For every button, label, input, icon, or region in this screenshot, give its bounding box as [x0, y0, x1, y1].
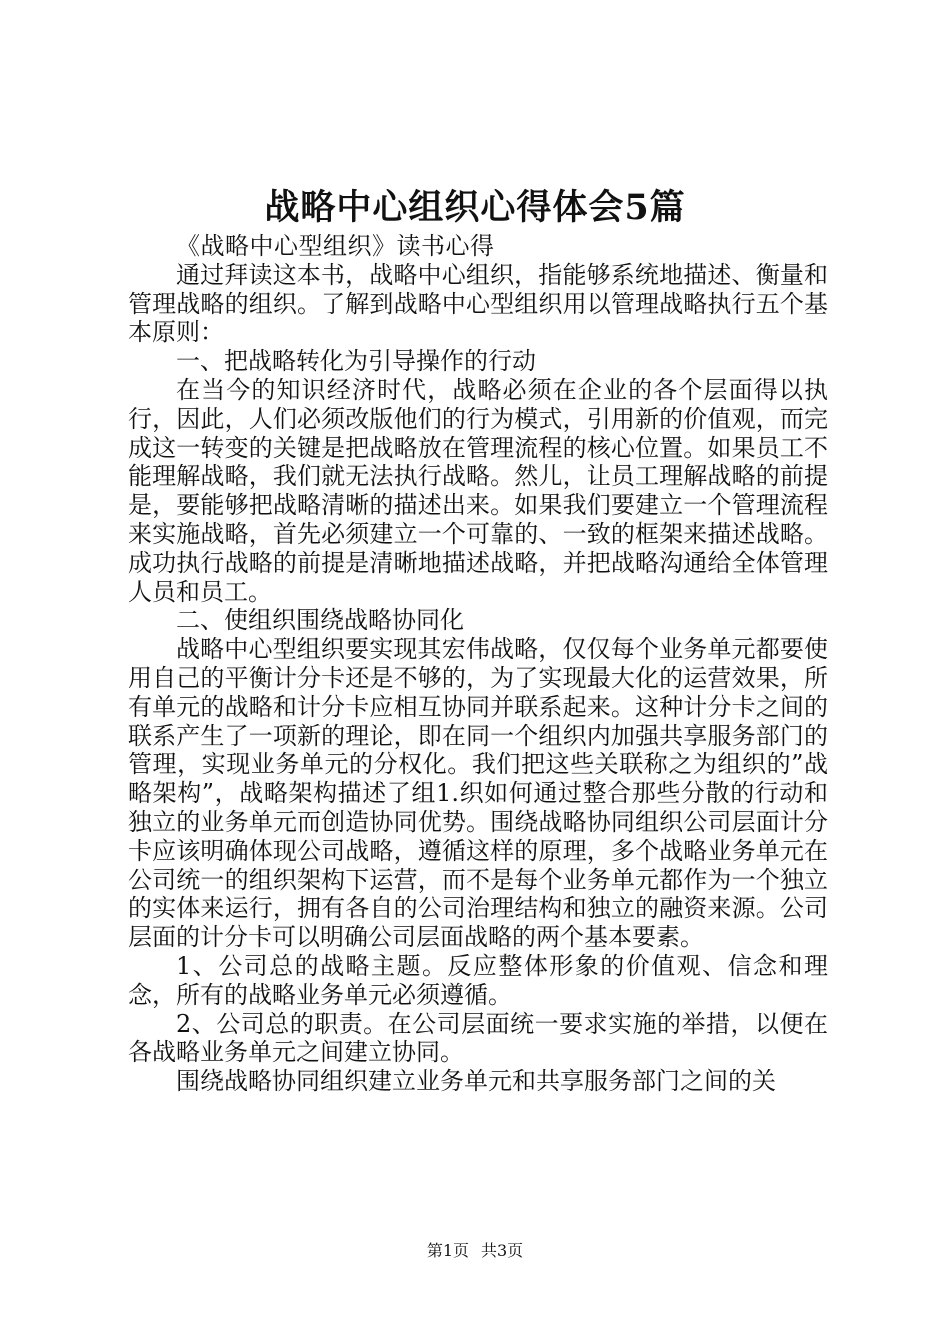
paragraph: 战略中心型组织要实现其宏伟战略，仅仅每个业务单元都要使用自己的平衡计分卡还是不够的，为了实现最大化的运营效果，所有单元的战略和计分卡应相互协同并联系起来。这种计分卡之间的联系产生了一项新的理论，即在同一个组织内加强共享服务部门的管理，实现业务单元的分权化。我们把这些关联称之为组织的”战略架构”，战略架构描述了组1.织如何通过整合那些分散的行动和独立的业务单元而创造协同优势。围绕战略协同组织公司层面计分卡应该明确体现公司战略，遵循这样的原理，多个战略业务单元在公司统一的组织架构下运营，而不是每个业务单元都作为一个独立的实体来运行，拥有各自的公司治理结构和独立的融资来源。公司层面的计分卡可以明确公司层面战略的两个基本要素。 — [128, 635, 828, 952]
document-title: 战略中心组织心得体会5篇 — [264, 187, 686, 228]
page-footer — [0, 1241, 950, 1261]
page-total: 共3页 — [481, 1241, 524, 1260]
section-heading: 一、把战略转化为引导操作的行动 — [176, 347, 536, 376]
document-body — [128, 232, 828, 1096]
paragraph-subtitle: 《战略中心型组织》读书心得 — [176, 232, 495, 260]
page-number: 第1页 — [426, 1241, 469, 1260]
paragraph: 在当今的知识经济时代，战略必须在企业的各个层面得以执行，因此，人们必须改版他们的行为模式，引用新的价值观，而完成这一转变的关键是把战略放在管理流程的核心位置。如果员工不能理解战略，我们就无法执行战略。然儿，让员工理解战略的前提是，要能够把战略清晰的描述出来。如果我们要建立一个管理流程来实施战略，首先必须建立一个可靠的、一致的框架来描述战略。成功执行战略的前提是清晰地描述战略，并把战略沟通给全体管理人员和员工。 — [128, 375, 828, 606]
list-item: 2、公司总的职责。在公司层面统一要求实施的举措，以便在各战略业务单元之间建立协同。 — [128, 1009, 828, 1067]
paragraph: 围绕战略协同组织建立业务单元和共享服务部门之间的关 — [176, 1067, 776, 1096]
section-heading: 二、使组织围绕战略协同化 — [176, 606, 464, 635]
list-item: 1、公司总的战略主题。反应整体形象的价值观、信念和理念，所有的战略业务单元必须遵循。 — [128, 951, 828, 1009]
paragraph: 通过拜读这本书，战略中心组织，指能够系统地描述、衡量和管理战略的组织。了解到战略中心型组织用以管理战略执行五个基本原则： — [128, 260, 828, 347]
